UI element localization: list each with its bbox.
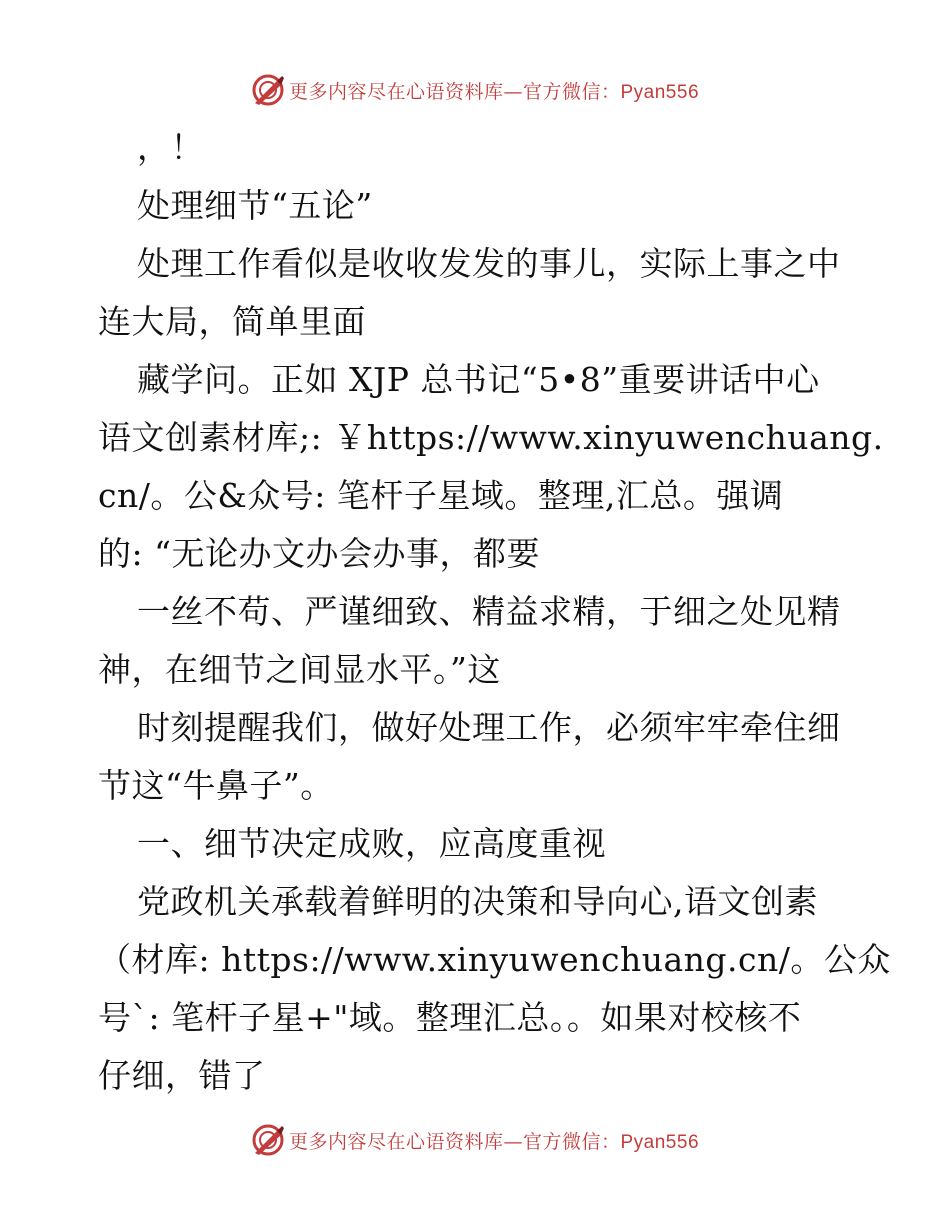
text-line: 节这“牛鼻子”。	[98, 766, 334, 805]
document-body	[98, 119, 891, 1105]
text-line: 语文创素材库;: ￥https://www.xinyuwenchuang.	[98, 418, 884, 457]
footer-banner	[0, 1120, 950, 1160]
text-line: 号`: 笔杆子星+"域。整理汇总。。如果对校核不	[98, 998, 802, 1037]
text-line: ，！	[137, 128, 204, 167]
header-banner	[0, 70, 950, 110]
pen-logo-icon	[251, 1123, 285, 1157]
text-line: 仔细，错了	[98, 1056, 266, 1095]
text-line: 一、细节决定成败，应高度重视	[137, 824, 606, 863]
footer-text	[289, 1127, 699, 1154]
header-text	[289, 77, 699, 104]
pen-logo-icon	[251, 73, 285, 107]
footer-wechat-id: Pyan556	[620, 1131, 700, 1153]
text-line: 处理细节“五论”	[137, 186, 373, 225]
text-line: 一丝不苟、严谨细致、精益求精，于细之处见精	[137, 592, 841, 631]
footer-wechat-label: 官方微信：	[522, 1130, 621, 1153]
text-line: 党政机关承载着鲜明的决策和导向心,语文创素	[137, 882, 818, 921]
header-site-text: 更多内容尽在心语资料库	[288, 80, 504, 103]
footer-site-text: 更多内容尽在心语资料库	[288, 1130, 504, 1153]
header-wechat-label: 官方微信：	[522, 80, 621, 103]
text-line: 处理工作看似是收收发发的事儿，实际上事之中	[137, 244, 841, 283]
text-line: 的: “无论办文办会办事，都要	[98, 534, 540, 573]
text-line: （材库: https://www.xinyuwenchuang.cn/。公众	[98, 940, 891, 979]
header-wechat-id: Pyan556	[620, 81, 700, 103]
footer-dash: —	[503, 1130, 523, 1153]
text-line: cn/。公&众号: 笔杆子星域。整理,汇总。强调	[98, 476, 784, 515]
text-line: 藏学问。正如 XJP 总书记“5•8”重要讲话中心	[137, 360, 820, 399]
text-line: 时刻提醒我们，做好处理工作，必须牢牢牵住细	[137, 708, 841, 747]
text-line: 神，在细节之间显水平。”这	[98, 650, 501, 689]
text-line: 连大局，简单里面	[98, 302, 366, 341]
header-dash: —	[503, 80, 523, 103]
